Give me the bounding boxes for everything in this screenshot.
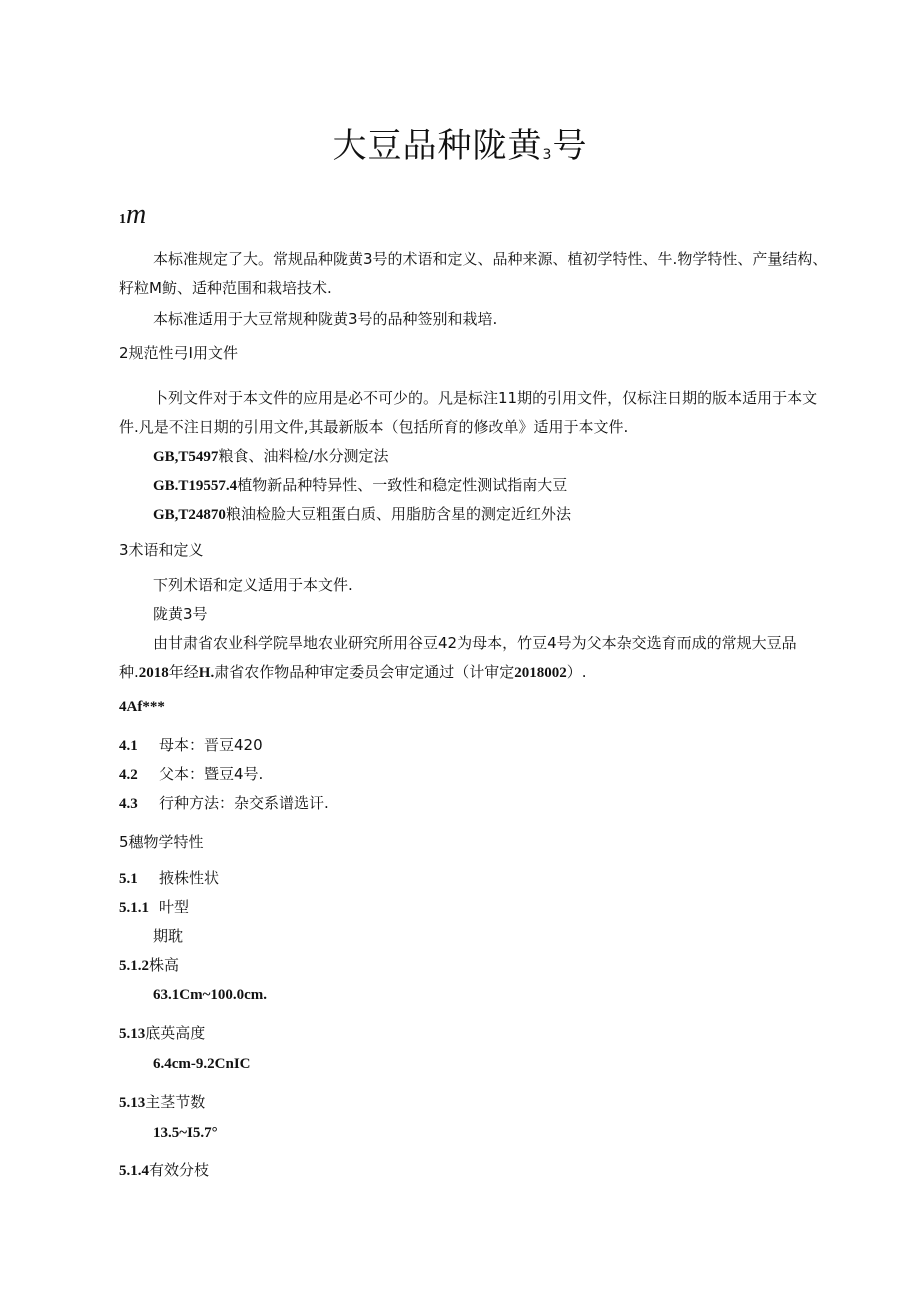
reference-item-3: GB,T24870粮油检脸大豆粗蛋白质、用脂肪含星的测定近红外法 (153, 505, 571, 523)
term-name: 陇黄3号 (153, 605, 208, 623)
document-title: 大豆品种陇黄3号 (332, 126, 588, 166)
term-definition-line-1: 由甘肃省农业科学院旱地农业研究所用谷豆42为母本，竹豆4号为父本杂交选育而成的常规大豆品 (153, 634, 797, 652)
section-5-1-1: 5.1.1 叶型 (119, 898, 190, 916)
section-4-heading: 4Af*** (119, 699, 165, 715)
section-3-heading: 3术语和定义 (119, 541, 204, 559)
reference-item-2: GB.T19557.4植物新品种特异性、一致性和稳定性测试指南大豆 (153, 476, 568, 494)
section-5-1-3-b-value: 13.5~I5.7° (153, 1125, 218, 1141)
section-5-1-3-b: 5.13主茎节数 (119, 1093, 206, 1111)
section-5-1-3-a-value: 6.4cm-9.2CnIC (153, 1056, 251, 1072)
section-5-1: 5.1 掖株性状 (119, 869, 220, 887)
section-4-1: 4.1 母本：晋豆420 (119, 736, 263, 754)
section-4-3: 4.3 行种方法：杂交系谱选讦. (119, 794, 329, 812)
section-5-heading: 5穗物学特性 (119, 833, 204, 851)
paragraph-terms-intro: 下列术语和定义适用于本文件. (153, 576, 353, 594)
paragraph-references-line-2: 件.凡是不注日期的引用文件,其最新版本（包括所育的修改单》适用于本文件. (119, 418, 629, 436)
reference-item-1: GB,T5497粮食、油料检/水分测定法 (153, 447, 389, 465)
section-5-1-4: 5.1.4有效分枝 (119, 1161, 210, 1179)
paragraph-applicability: 本标准适用于大豆常规种陇黄3号的品种签别和栽培. (153, 310, 498, 328)
section-5-1-1-value: 期耽 (153, 927, 184, 945)
paragraph-scope-line-1: 本标准规定了大。常规品种陇黄3号的术语和定义、品种来源、植初学特性、牛.物学特性、产量结构、 (153, 250, 828, 268)
paragraph-references-line-1: 卜列文件对于本文件的应用是必不可少的。凡是标注11期的引用文件，仅标注日期的版本适用于本文 (153, 389, 818, 407)
section-4-2: 4.2 父本：暨豆4号. (119, 765, 264, 783)
term-definition-line-2: 种.2018年经H.肃省农作物品种审定委员会审定通过（计审定2018002）. (119, 663, 587, 681)
section-5-1-2-value: 63.1Cm~100.0cm. (153, 987, 268, 1003)
section-1-heading: 1m (119, 199, 147, 230)
paragraph-scope-line-2: 籽粒M鲂、适种范围和栽培技术. (119, 279, 332, 297)
section-5-1-3-a: 5.13底英高度 (119, 1024, 206, 1042)
section-5-1-2: 5.1.2株高 (119, 956, 180, 974)
section-2-heading: 2规范性弓I用文件 (119, 344, 238, 362)
